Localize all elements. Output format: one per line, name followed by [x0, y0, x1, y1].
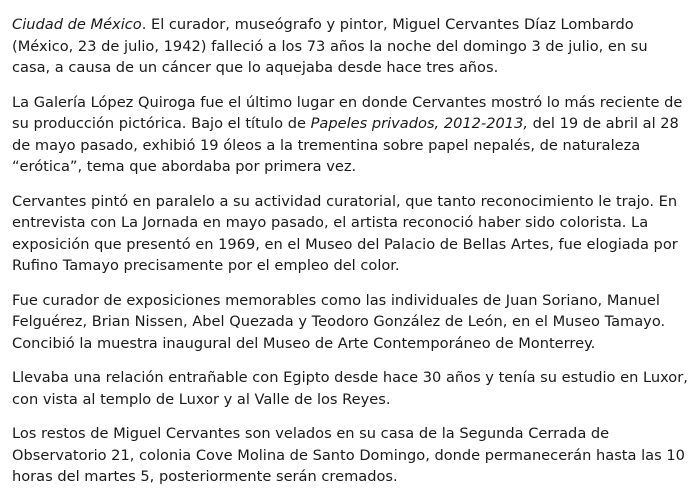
paragraph-5-text: Llevaba una relación entrañable con Egipto desde hace 30 años y tenía su estudio en Luxor, con vista al templo de Luxor y al Valle de los Reyes.: [12, 369, 688, 408]
paragraph-2-text-a: La Galería López Quiroga fue el último lugar en donde Cervantes mostró lo más reciente de su producción pictórica. Bajo el título de: [12, 93, 683, 132]
article-body: [12, 14, 688, 488]
dateline: Ciudad de México: [12, 16, 142, 33]
paragraph-6-text: Los restos de Miguel Cervantes son velados en su casa de la Segunda Cerrada de Observatorio 21, colonia Cove Molina de Santo Domingo, donde permanecerán hasta las 10 horas del martes 5, posteriormente serán cremados.: [12, 425, 685, 485]
paragraph-6: [12, 423, 688, 488]
paragraph-4: [12, 290, 688, 355]
paragraph-2: [12, 92, 688, 178]
exhibition-title: Papeles privados, 2012-2013,: [310, 115, 529, 132]
paragraph-2-text-b: del 19 de abril al 28 de mayo pasado, exhibió 19 óleos a la trementina sobre papel nepalés, de naturaleza “erótica”, tema que abordaba por primera vez.: [12, 115, 679, 175]
paragraph-5: [12, 367, 688, 410]
paragraph-3: [12, 191, 688, 277]
paragraph-3-text: Cervantes pintó en paralelo a su actividad curatorial, que tanto reconocimiento le trajo. En entrevista con La Jornada en mayo pasado, el artista reconoció haber sido colorista. La exposición que presentó en 1969, en el Museo del Palacio de Bellas Artes, fue elogiada por Rufino Tamayo precisamente por el empleo del color.: [12, 192, 678, 274]
paragraph-1: [12, 14, 688, 79]
paragraph-1-text: . El curador, museógrafo y pintor, Miguel Cervantes Díaz Lombardo (México, 23 de julio, 1942) falleció a los 73 años la noche del domingo 3 de julio, en su casa, a causa de un cáncer que lo aquejaba desde hace tres años.: [12, 16, 648, 76]
paragraph-4-text: Fue curador de exposiciones memorables como las individuales de Juan Soriano, Manuel Felguérez, Brian Nissen, Abel Quezada y Teodoro González de León, en el Museo Tamayo. Concibió la muestra inaugural del Museo de Arte Contemporáneo de Monterrey.: [12, 291, 666, 352]
